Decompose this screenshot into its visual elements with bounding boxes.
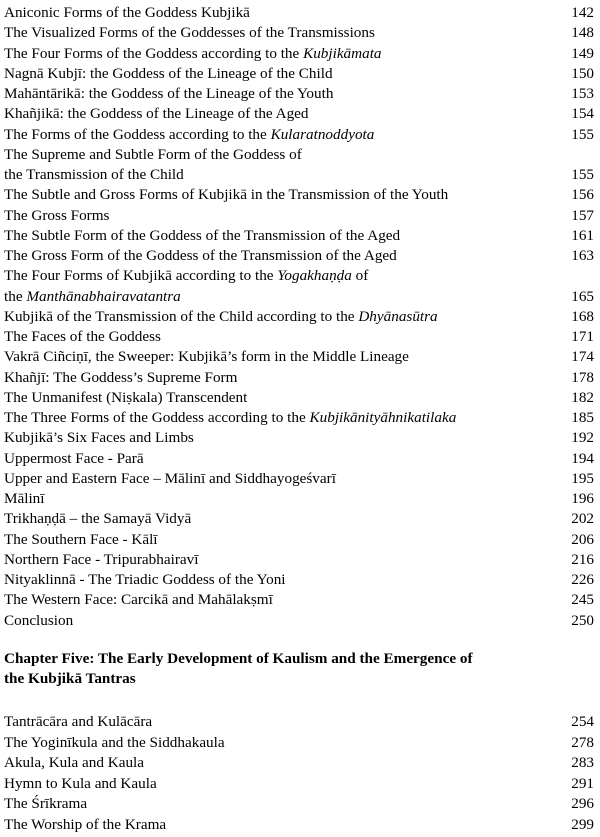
toc-entry-text: The Three Forms of the Goddess according to the — [4, 409, 310, 426]
toc-entry-title — [4, 125, 374, 145]
toc-entry — [4, 428, 596, 448]
toc-entry-page-number: 182 — [571, 388, 594, 406]
toc-entry-page-number: 254 — [571, 713, 594, 730]
toc-entry-title — [4, 774, 157, 794]
toc-entry — [4, 246, 596, 266]
toc-entry-text: Akula, Kula and Kaula — [4, 754, 145, 771]
toc-entry-text: The Subtle Form of the Goddess of the Transmission of the Aged — [4, 226, 401, 244]
toc-entry-title — [4, 590, 273, 610]
toc-entry-page-number: 178 — [571, 368, 594, 386]
toc-entry-text: Kubjikā of the Transmission of the Child according to the — [4, 307, 359, 325]
toc-entry-page-number: 185 — [571, 409, 594, 426]
toc-entry-italic-title: Dhyānasūtra — [358, 307, 438, 325]
toc-entry-page-number: 299 — [571, 815, 594, 833]
toc-entry-page-number: 150 — [571, 64, 594, 82]
toc-entry-title — [4, 469, 336, 489]
toc-entry-title — [4, 368, 237, 388]
toc-entry-page-number: 216 — [571, 550, 594, 568]
toc-entry — [4, 185, 596, 205]
toc-entry-title — [4, 753, 144, 773]
toc-entry-text: The Śrīkrama — [4, 795, 88, 812]
toc-entry — [4, 165, 596, 185]
toc-entry-text: Nityaklinnā - The Triadic Goddess of the Yoni — [4, 571, 286, 588]
toc-entry-page-number: 291 — [571, 774, 594, 792]
toc-entry-text: The Gross Form of the Goddess of the Transmission of the Aged — [4, 247, 397, 264]
toc-entry-text: The Worship of the Krama — [4, 815, 167, 833]
toc-entry-italic-title: Manthānabhairavatantra — [26, 287, 181, 305]
toc-entry — [4, 590, 596, 610]
toc-entry-text: Hymn to Kula and Kaula — [4, 774, 157, 792]
toc-entry — [4, 368, 596, 388]
toc-entry — [4, 3, 596, 23]
toc-entry-text: The Unmanifest (Niṣkala) Transcendent — [4, 388, 248, 406]
toc-entry-text: Mālinī — [4, 490, 45, 507]
toc-entry-text: The Supreme and Subtle Form of the Goddess of — [4, 145, 302, 163]
toc-entry-text: The Visualized Forms of the Goddesses of the Transmissions — [4, 24, 375, 42]
toc-entry-title — [4, 550, 198, 570]
toc-entry-text: The Four Forms of Kubjikā according to the — [4, 267, 278, 285]
toc-entry-title — [4, 449, 144, 469]
toc-entry-italic-title: Kubjikānityāhnikatilaka — [309, 409, 457, 426]
toc-entry-page-number: 192 — [571, 429, 594, 447]
toc-entry — [4, 509, 596, 529]
toc-entry — [4, 469, 596, 489]
toc-entry-text: Nagnā Kubjī: the Goddess of the Lineage of the Child — [4, 64, 333, 82]
toc-entry-page-number: 154 — [571, 105, 594, 123]
toc-entry — [4, 307, 596, 327]
toc-entry-title — [4, 408, 456, 428]
toc-entry-text: the — [4, 287, 27, 305]
toc-entry-page-number: 206 — [571, 530, 594, 548]
toc-entry-text-after: of — [351, 267, 369, 285]
toc-entry-text: The Western Face: Carcikā and Mahālakṣmī — [4, 591, 273, 609]
toc-entry-title — [4, 712, 152, 732]
toc-entry — [4, 64, 596, 84]
toc-entry-title — [4, 794, 87, 814]
toc-entry-page-number: 202 — [571, 510, 594, 528]
toc-entry — [4, 712, 596, 732]
toc-entry-page-number: 153 — [571, 85, 594, 102]
toc-entry-title — [4, 570, 286, 590]
toc-entry-page-number: 226 — [571, 571, 594, 588]
toc-entry — [4, 84, 596, 104]
toc-entry — [4, 774, 596, 794]
toc-entry-italic-title: Yogakhaṇḍa — [277, 267, 352, 285]
toc-entry — [4, 570, 596, 590]
toc-entry-title — [4, 733, 225, 753]
toc-entry-text: Trikhaṇḍā – the Samayā Vidyā — [4, 510, 192, 528]
toc-entry — [4, 226, 596, 246]
toc-entry-title — [4, 347, 409, 367]
toc-entry-text: Upper and Eastern Face – Mālinī and Siddhayogeśvarī — [4, 469, 336, 487]
toc-entry-title — [4, 185, 448, 205]
toc-entry — [4, 408, 596, 428]
toc-entry — [4, 347, 596, 367]
toc-entry — [4, 611, 596, 631]
toc-entry-page-number: 195 — [571, 469, 594, 487]
toc-entry — [4, 753, 596, 773]
toc-entry — [4, 530, 596, 550]
toc-entry-page-number: 155 — [571, 125, 594, 143]
toc-entry-page-number: 149 — [571, 44, 594, 62]
toc-entry-title — [4, 266, 368, 286]
toc-entry-page-number: 168 — [571, 307, 594, 325]
toc-entry-page-number: 155 — [571, 166, 594, 183]
toc-entry-page-number: 148 — [571, 24, 594, 42]
toc-entry-text: Northern Face - Tripurabhairavī — [4, 550, 199, 568]
toc-entry-italic-title: Kubjikāmata — [303, 44, 382, 62]
toc-entry-text: Kubjikā’s Six Faces and Limbs — [4, 429, 194, 447]
toc-entry — [4, 815, 596, 835]
toc-entry-title — [4, 815, 166, 835]
toc-entry — [4, 449, 596, 469]
toc-entry-text: Uppermost Face - Parā — [4, 449, 144, 467]
toc-entry-text: The Forms of the Goddess according to the — [4, 125, 271, 143]
toc-entry — [4, 550, 596, 570]
toc-entry-text: The Four Forms of the Goddess according to the — [4, 44, 304, 62]
chapter-heading-line2: the Kubjikā Tantras — [4, 670, 136, 687]
toc-entry-page-number: 283 — [571, 754, 594, 771]
toc-entry — [4, 287, 596, 307]
toc-entry-title — [4, 428, 194, 448]
toc-entry-page-number: 278 — [571, 733, 594, 751]
toc-entry-title — [4, 145, 302, 165]
toc-entry-title — [4, 165, 184, 185]
toc-entry — [4, 794, 596, 814]
toc-entry-title — [4, 84, 333, 104]
toc-entry-title — [4, 226, 400, 246]
toc-entry-title — [4, 104, 309, 124]
toc-entry-title — [4, 327, 161, 347]
toc-entry-title — [4, 206, 109, 226]
toc-entry-text: The Faces of the Goddess — [4, 328, 161, 345]
toc-entry — [4, 145, 596, 165]
toc-entry-title — [4, 23, 375, 43]
toc-entry — [4, 489, 596, 509]
toc-entry-title — [4, 246, 397, 266]
toc-entry-text: Conclusion — [4, 611, 74, 629]
toc-entry-text: the Transmission of the Child — [4, 166, 184, 183]
toc-entry-text: Khañjikā: the Goddess of the Lineage of the Aged — [4, 105, 309, 123]
toc-entry-title — [4, 287, 181, 307]
toc-entry-page-number: 156 — [571, 186, 594, 204]
toc-entry-italic-title: Kularatnoddyota — [270, 125, 375, 143]
toc-entry-title — [4, 509, 191, 529]
toc-entry-title — [4, 489, 45, 509]
toc-entry-title — [4, 64, 333, 84]
toc-entry-text: Khañjī: The Goddess’s Supreme Form — [4, 368, 238, 386]
toc-entry-page-number: 174 — [571, 348, 594, 366]
toc-entry-page-number: 157 — [571, 206, 594, 224]
toc-entry — [4, 23, 596, 43]
toc-entry-text: The Gross Forms — [4, 206, 110, 224]
toc-entry-page-number: 250 — [571, 611, 594, 629]
toc-entry-text: The Yoginīkula and the Siddhakaula — [4, 733, 225, 751]
toc-entry-title — [4, 611, 73, 631]
toc-entry — [4, 125, 596, 145]
toc-entry-text: Vakrā Ciñciṇī, the Sweeper: Kubjikā’s form in the Middle Lineage — [4, 348, 409, 366]
toc-entry-page-number: 171 — [571, 328, 594, 345]
toc-entry-page-number: 163 — [571, 247, 594, 264]
toc-entry-page-number: 142 — [571, 4, 594, 21]
toc-entry-title — [4, 388, 247, 408]
toc-entry — [4, 44, 596, 64]
toc-entry-text: Tantrācāra and Kulācāra — [4, 713, 153, 730]
toc-entry — [4, 733, 596, 753]
toc-entry-page-number: 165 — [571, 287, 594, 305]
toc-entry — [4, 104, 596, 124]
toc-entry-title — [4, 530, 158, 550]
toc-entry-page-number: 196 — [571, 490, 594, 507]
toc-entry — [4, 266, 596, 286]
chapter-heading-line1: Chapter Five: The Early Development of Kaulism and the Emergence of — [4, 650, 473, 667]
toc-entry-page-number: 161 — [571, 226, 594, 244]
toc-entry-text: Aniconic Forms of the Goddess Kubjikā — [4, 4, 250, 21]
toc-entry — [4, 327, 596, 347]
toc-entry-text: Mahāntārikā: the Goddess of the Lineage of the Youth — [4, 85, 334, 102]
toc-entry-text: The Southern Face - Kālī — [4, 530, 158, 548]
toc-entry-text: The Subtle and Gross Forms of Kubjikā in the Transmission of the Youth — [4, 186, 449, 204]
toc-entry-page-number: 296 — [571, 795, 594, 812]
toc-entry-title — [4, 3, 250, 23]
toc-entry-page-number: 194 — [571, 449, 594, 467]
toc-entry — [4, 206, 596, 226]
toc-entry-title — [4, 307, 438, 327]
toc-entry-title — [4, 44, 382, 64]
toc-entry-page-number: 245 — [571, 591, 594, 609]
toc-entry — [4, 388, 596, 408]
